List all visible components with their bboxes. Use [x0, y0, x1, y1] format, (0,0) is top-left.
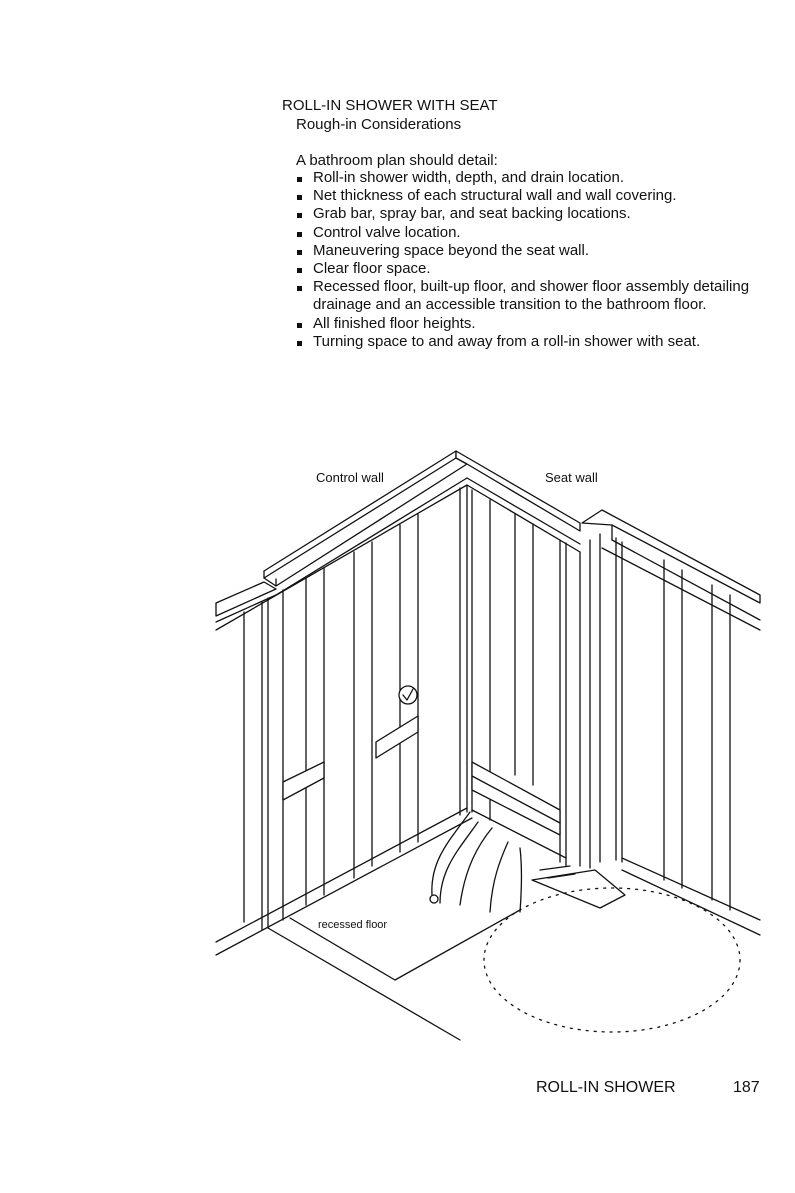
- list-item: Recessed floor, built-up floor, and shower floor assembly detailing drainage and an accessible transition to the bathroom floor.: [296, 278, 766, 314]
- list-item: Roll-in shower width, depth, and drain location.: [296, 169, 766, 187]
- seat-wall-label: Seat wall: [545, 470, 598, 485]
- list-item: Net thickness of each structural wall and wall covering.: [296, 187, 766, 205]
- section-subheading: Rough-in Considerations: [296, 116, 462, 133]
- page-number: 187: [733, 1079, 760, 1096]
- drain-grate: [532, 866, 625, 908]
- control-valve-icon: [399, 686, 417, 704]
- seat-wall-top-plate: [456, 451, 760, 630]
- list-item: Turning space to and away from a roll-in shower with seat.: [296, 333, 766, 351]
- seat-wall-studs: [472, 490, 730, 910]
- bottom-plates: [216, 808, 760, 955]
- section-heading: ROLL-IN SHOWER WITH SEAT: [282, 97, 498, 114]
- list-item: Clear floor space.: [296, 260, 766, 278]
- list-item: All finished floor heights.: [296, 315, 766, 333]
- seat-wall-blocking: [472, 762, 560, 835]
- control-wall-label: Control wall: [316, 470, 384, 485]
- intro-text: A bathroom plan should detail:: [296, 152, 498, 169]
- recessed-floor-label: recessed floor: [318, 919, 388, 931]
- turning-space-circle: [484, 888, 740, 1032]
- drain-pipes: [430, 812, 522, 912]
- footer-section-title: ROLL-IN SHOWER: [536, 1079, 676, 1096]
- list-item: Control valve location.: [296, 224, 766, 242]
- list-item: Grab bar, spray bar, and seat backing locations.: [296, 205, 766, 223]
- left-wall-blocking: [283, 716, 418, 800]
- list-item: Maneuvering space beyond the seat wall.: [296, 242, 766, 260]
- recessed-floor-outline: [268, 910, 520, 1040]
- left-wall-studs: [244, 485, 467, 930]
